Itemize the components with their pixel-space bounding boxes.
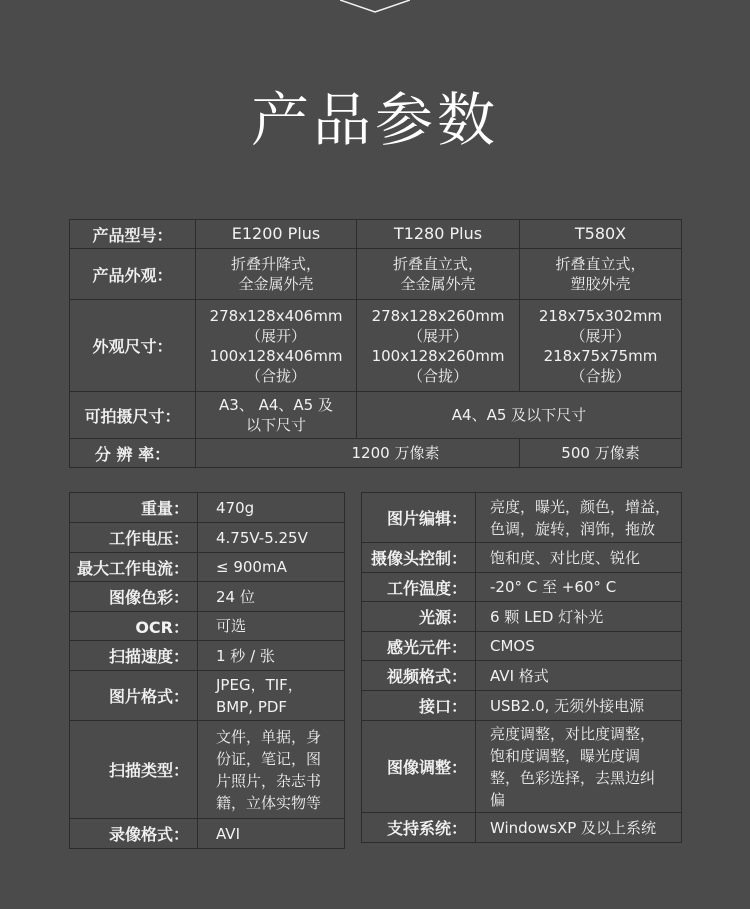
table-row — [362, 632, 682, 661]
spec-label: 扫描速度： — [70, 641, 198, 671]
spec-value — [476, 721, 682, 813]
table-cell — [520, 300, 682, 392]
spec-value: 470g — [198, 493, 345, 523]
spec-value: 6 颗 LED 灯补光 — [476, 602, 682, 632]
table-cell: 500 万像素 — [520, 439, 682, 468]
cell-text: 218x75x302mm （展开） 218x75x75mm （合拢） — [538, 306, 663, 385]
model-comparison-table — [69, 219, 682, 468]
row-label: 产品型号： — [70, 220, 196, 249]
model-name: T1280 Plus — [357, 220, 520, 249]
table-row — [70, 612, 345, 641]
cell-text: 折叠直立式， 塑胶外壳 — [555, 255, 646, 293]
table-row — [70, 392, 682, 439]
spec-value: WindowsXP 及以上系统 — [476, 813, 682, 843]
table-row — [70, 523, 345, 553]
table-row — [70, 300, 682, 392]
table-cell — [357, 300, 520, 392]
cell-text: 折叠升降式， 全金属外壳 — [230, 255, 321, 293]
cell-text: 278x128x260mm （展开） 100x128x260mm （合拢） — [371, 306, 505, 385]
cell-text: A3、 A4、A5 及 以下尺寸 — [219, 396, 333, 434]
spec-value: 可选 — [198, 612, 345, 641]
table-cell — [357, 249, 520, 300]
spec-value: 24 位 — [198, 582, 345, 612]
spec-value — [198, 721, 345, 819]
table-cell: 1200 万像素 — [196, 439, 520, 468]
table-row — [70, 582, 345, 612]
row-label: 分 辨 率： — [70, 439, 196, 468]
cell-text: 折叠直立式， 全金属外壳 — [392, 255, 483, 293]
spec-label: 扫描类型： — [70, 721, 198, 819]
table-row — [70, 721, 345, 819]
spec-value: 1 秒 / 张 — [198, 641, 345, 671]
table-row — [362, 721, 682, 813]
spec-label: 最大工作电流： — [70, 553, 198, 582]
table-row — [70, 641, 345, 671]
table-row — [70, 493, 345, 523]
row-label: 产品外观： — [70, 249, 196, 300]
spec-label: 感光元件： — [362, 632, 476, 661]
spec-label: 工作电压： — [70, 523, 198, 553]
right-spec-table — [361, 492, 682, 843]
spec-value — [476, 493, 682, 543]
spec-value: ≤ 900mA — [198, 553, 345, 582]
table-cell — [196, 249, 357, 300]
table-row — [70, 439, 682, 468]
spec-label: 重量： — [70, 493, 198, 523]
table-row — [362, 661, 682, 691]
table-row — [362, 493, 682, 543]
table-row — [70, 553, 345, 582]
model-name: E1200 Plus — [196, 220, 357, 249]
spec-label: 图片格式： — [70, 671, 198, 721]
spec-value-text: 亮度，曝光，颜色，增益， 色调，旋转，润饰，拖放 — [490, 497, 671, 538]
spec-value — [198, 671, 345, 721]
spec-value: AVI — [198, 819, 345, 849]
table-cell — [357, 392, 682, 439]
row-label: 外观尺寸： — [70, 300, 196, 392]
table-row — [70, 249, 682, 300]
spec-label: 光源： — [362, 602, 476, 632]
spec-value-text: 文件，单据，身 份证，笔记，图 片照片，杂志书 籍，立体实物等 — [216, 727, 322, 812]
table-row — [362, 602, 682, 632]
table-cell — [196, 392, 357, 439]
row-label: 可拍摄尺寸： — [70, 392, 196, 439]
top-notch-decoration — [340, 0, 410, 14]
spec-value: -20° C 至 +60° C — [476, 573, 682, 602]
spec-label: 录像格式： — [70, 819, 198, 849]
spec-label: 视频格式： — [362, 661, 476, 691]
spec-value: USB2.0, 无须外接电源 — [476, 691, 682, 721]
spec-value: 饱和度、对比度、锐化 — [476, 543, 682, 573]
spec-value-text: JPEG，TIF， BMP, PDF — [216, 675, 303, 716]
left-spec-table — [69, 492, 345, 849]
table-row — [362, 691, 682, 721]
table-row — [70, 819, 345, 849]
spec-label: 图片编辑： — [362, 493, 476, 543]
spec-value: CMOS — [476, 632, 682, 661]
spec-label: 摄像头控制： — [362, 543, 476, 573]
spec-value-text: 亮度调整，对比度调整， 饱和度调整，曝光度调 整，色彩选择，去黑边纠 偏 — [490, 724, 656, 809]
table-row — [362, 573, 682, 602]
table-row — [70, 220, 682, 249]
table-row — [70, 671, 345, 721]
table-row — [362, 813, 682, 843]
table-row — [362, 543, 682, 573]
spec-label: 接口： — [362, 691, 476, 721]
spec-label: 图像色彩： — [70, 582, 198, 612]
spec-label: 支持系统： — [362, 813, 476, 843]
page-title: 产品参数 — [250, 86, 499, 154]
cell-text: A4、A5 及以下尺寸 — [451, 406, 587, 424]
table-cell — [196, 300, 357, 392]
spec-label: 图像调整： — [362, 721, 476, 813]
model-name: T580X — [520, 220, 682, 249]
spec-value: 4.75V-5.25V — [198, 523, 345, 553]
spec-label: OCR： — [70, 612, 198, 641]
cell-text: 278x128x406mm （展开） 100x128x406mm （合拢） — [209, 306, 343, 385]
spec-label: 工作温度： — [362, 573, 476, 602]
spec-value: AVI 格式 — [476, 661, 682, 691]
table-cell — [520, 249, 682, 300]
